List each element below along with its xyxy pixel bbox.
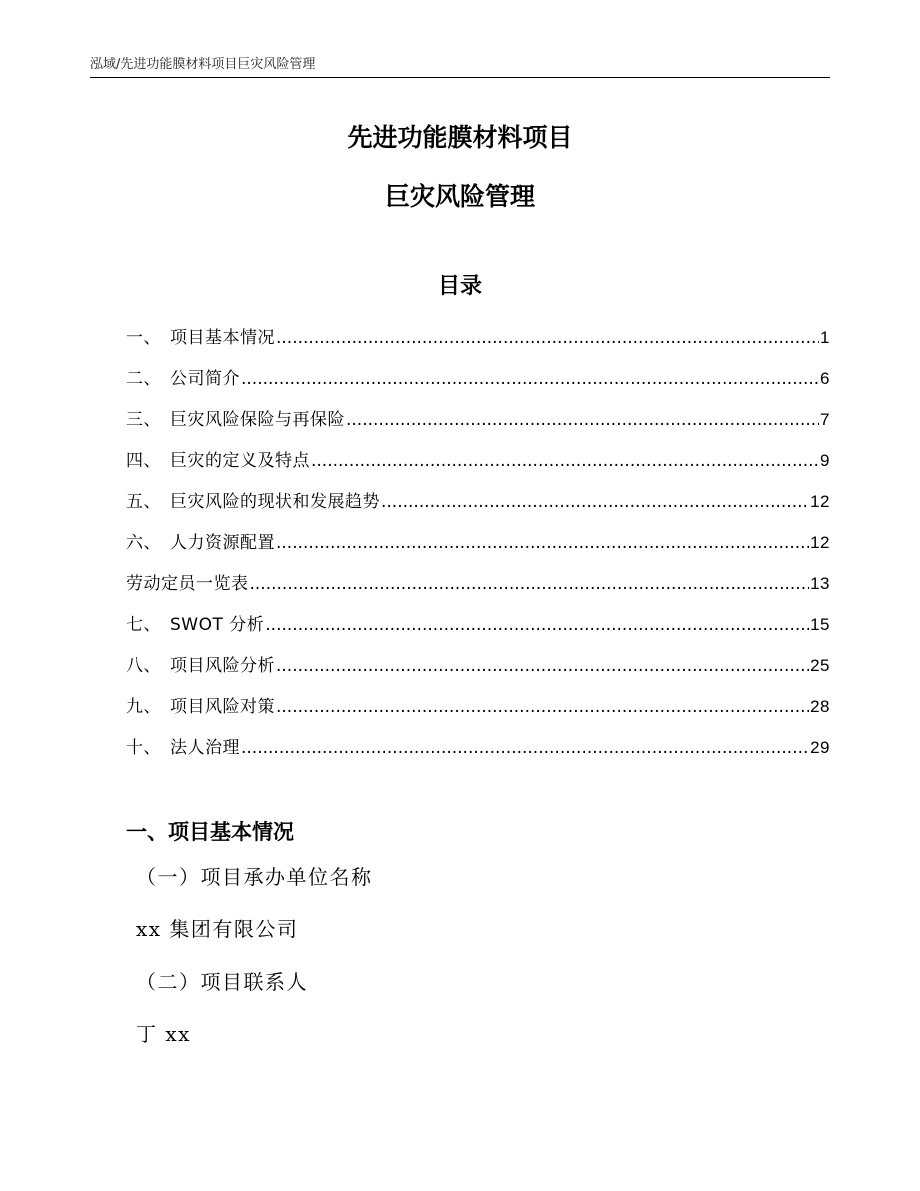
toc-entry-text: 劳动定员一览表: [126, 574, 249, 594]
toc-leader-dots: [311, 445, 819, 477]
toc-entry[interactable]: [126, 404, 830, 445]
toc-leader-dots: [250, 568, 810, 600]
toc-entry[interactable]: [126, 650, 830, 691]
toc-entry-label: [126, 363, 240, 395]
toc-entry[interactable]: [126, 732, 830, 773]
toc-leader-dots: [265, 609, 809, 641]
toc-entry-label: [126, 732, 240, 764]
subsection-title-undertaker: （一）项目承办单位名称: [136, 865, 373, 889]
toc-leader-dots: [241, 363, 819, 395]
toc-entry-label: [126, 650, 275, 682]
toc-entry-text: 法人治理: [170, 738, 240, 758]
toc-entry-text: 巨灾风险的现状和发展趋势: [170, 492, 380, 512]
section-heading: 一、项目基本情况: [126, 820, 294, 844]
toc-entry-number: 七、: [126, 615, 161, 635]
toc-entry-number: 二、: [126, 369, 161, 389]
toc-entry-text: 项目风险对策: [170, 697, 275, 717]
undertaker-name: xx 集团有限公司: [136, 917, 299, 941]
toc-entry[interactable]: [126, 527, 830, 568]
toc-entry-page: 7: [820, 410, 830, 429]
toc-entry[interactable]: [126, 609, 830, 650]
toc-entry-number: 四、: [126, 451, 161, 471]
toc-entry-number: 八、: [126, 656, 161, 676]
toc-leader-dots: [241, 732, 809, 764]
toc-entry-page: 1: [820, 328, 830, 347]
toc-entry[interactable]: [126, 363, 830, 404]
toc-leader-dots: [276, 650, 809, 682]
toc-leader-dots: [276, 527, 809, 559]
toc-leader-dots: [346, 404, 819, 436]
toc-entry[interactable]: [126, 691, 830, 732]
document-title-line2: 巨灾风险管理: [384, 182, 535, 211]
toc-entry-label: [126, 568, 249, 600]
toc-heading: 目录: [437, 274, 482, 299]
toc-entry-label: [126, 445, 310, 477]
toc-entry-text: 巨灾风险保险与再保险: [170, 410, 345, 430]
toc-leader-dots: [276, 691, 809, 723]
toc-entry-page: 12: [810, 533, 830, 552]
toc-leader-dots: [381, 486, 809, 518]
toc-entry-page: 6: [820, 369, 830, 388]
toc-entry-page: 13: [810, 574, 830, 593]
running-header: 泓域/先进功能膜材料项目巨灾风险管理: [90, 57, 316, 72]
toc-entry-page: 29: [810, 738, 830, 757]
toc-entry-number: 五、: [126, 492, 161, 512]
toc-entry[interactable]: [126, 568, 830, 609]
toc-entry-text: SWOT 分析: [170, 615, 265, 635]
toc-entry-number: 六、: [126, 533, 161, 553]
toc-entry[interactable]: [126, 445, 830, 486]
toc-entry-number: 十、: [126, 738, 161, 758]
toc-entry-page: 28: [810, 697, 830, 716]
toc-entry-page: 9: [820, 451, 830, 470]
header-rule: [90, 77, 830, 78]
toc-entry[interactable]: [126, 322, 830, 363]
toc-leader-dots: [276, 322, 819, 354]
toc-entry-number: 三、: [126, 410, 161, 430]
contact-name: 丁 xx: [136, 1022, 191, 1046]
toc-entry-label: [126, 486, 380, 518]
toc-entry-label: [126, 691, 275, 723]
toc-entry-text: 人力资源配置: [170, 533, 275, 553]
toc-entry-label: [126, 527, 275, 559]
toc-entry-number: 一、: [126, 328, 161, 348]
toc-entry-label: [126, 404, 345, 436]
table-of-contents: [126, 322, 830, 773]
toc-entry-text: 巨灾的定义及特点: [170, 451, 310, 471]
toc-entry-page: 15: [810, 615, 830, 634]
toc-entry-number: 九、: [126, 697, 161, 717]
toc-entry-text: 公司简介: [170, 369, 240, 389]
toc-entry-page: 12: [810, 492, 830, 511]
toc-entry-text: 项目基本情况: [170, 328, 275, 348]
toc-entry-page: 25: [810, 656, 830, 675]
toc-entry-label: [126, 609, 264, 641]
toc-entry-text: 项目风险分析: [170, 656, 275, 676]
subsection-title-contact: （二）项目联系人: [136, 970, 308, 994]
document-title-line1: 先进功能膜材料项目: [347, 123, 573, 152]
toc-entry[interactable]: [126, 486, 830, 527]
toc-entry-label: [126, 322, 275, 354]
